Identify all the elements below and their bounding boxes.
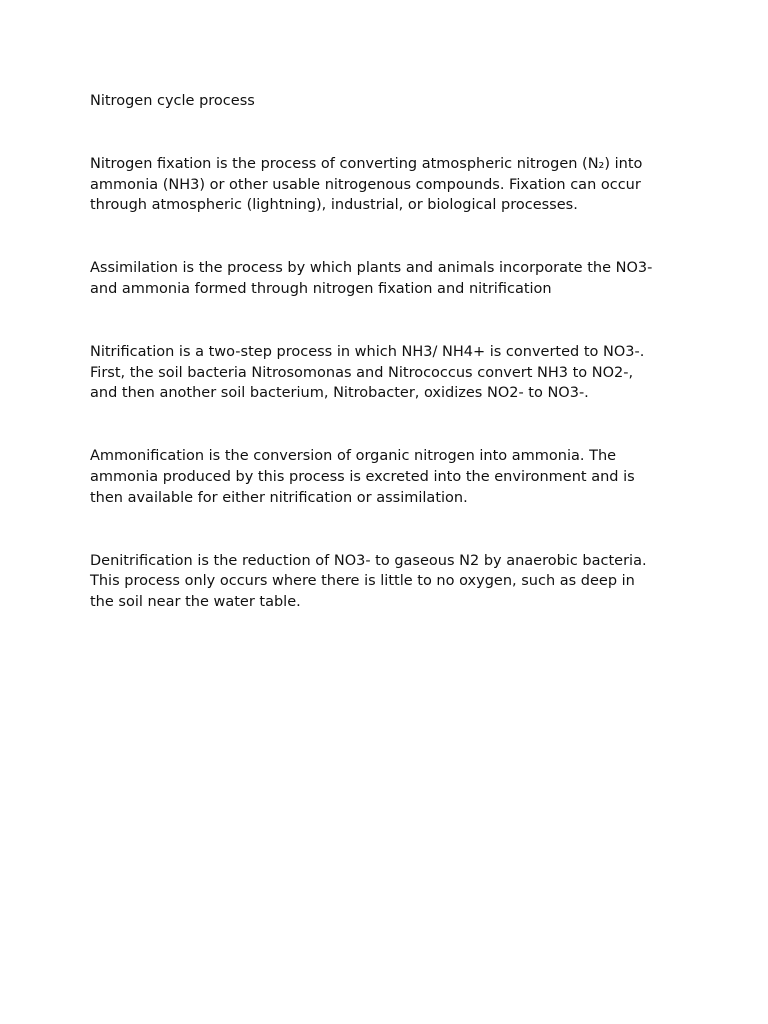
text-line: ammonia produced by this process is excreted into the environment and is	[90, 468, 635, 485]
text-line: Assimilation is the process by which plants and animals incorporate the NO3-	[90, 260, 653, 277]
text-line: then available for either nitrification or assimilation.	[90, 489, 468, 506]
text-line: through atmospheric (lightning), industrial, or biological processes.	[90, 197, 578, 214]
text-line: the soil near the water table.	[90, 594, 301, 611]
text-line: ammonia (NH3) or other usable nitrogenous compounds. Fixation can occur	[90, 176, 641, 193]
text-line: Denitrification is the reduction of NO3- to gaseous N2 by anaerobic bacteria.	[90, 552, 647, 569]
paragraph-denitrification	[90, 551, 690, 613]
paragraph-ammonification	[90, 446, 690, 508]
document-title: Nitrogen cycle process	[90, 93, 255, 109]
text-line: and then another soil bacterium, Nitrobacter, oxidizes NO2- to NO3-.	[90, 385, 589, 402]
paragraph-nitrification	[90, 342, 690, 404]
text-line: This process only occurs where there is little to no oxygen, such as deep in	[90, 573, 635, 590]
paragraph-nitrogen-fixation	[90, 154, 690, 216]
text-line: Nitrification is a two-step process in which NH3/ NH4+ is converted to NO3-.	[90, 343, 645, 360]
text-line: First, the soil bacteria Nitrosomonas and Nitrococcus convert NH3 to NO2-,	[90, 364, 634, 381]
text-line: Nitrogen fixation is the process of converting atmospheric nitrogen (N₂) into	[90, 155, 643, 172]
text-line: Ammonification is the conversion of organic nitrogen into ammonia. The	[90, 448, 617, 465]
document-body	[90, 91, 690, 613]
text-line: and ammonia formed through nitrogen fixation and nitrification	[90, 280, 552, 297]
paragraph-assimilation	[90, 258, 690, 300]
